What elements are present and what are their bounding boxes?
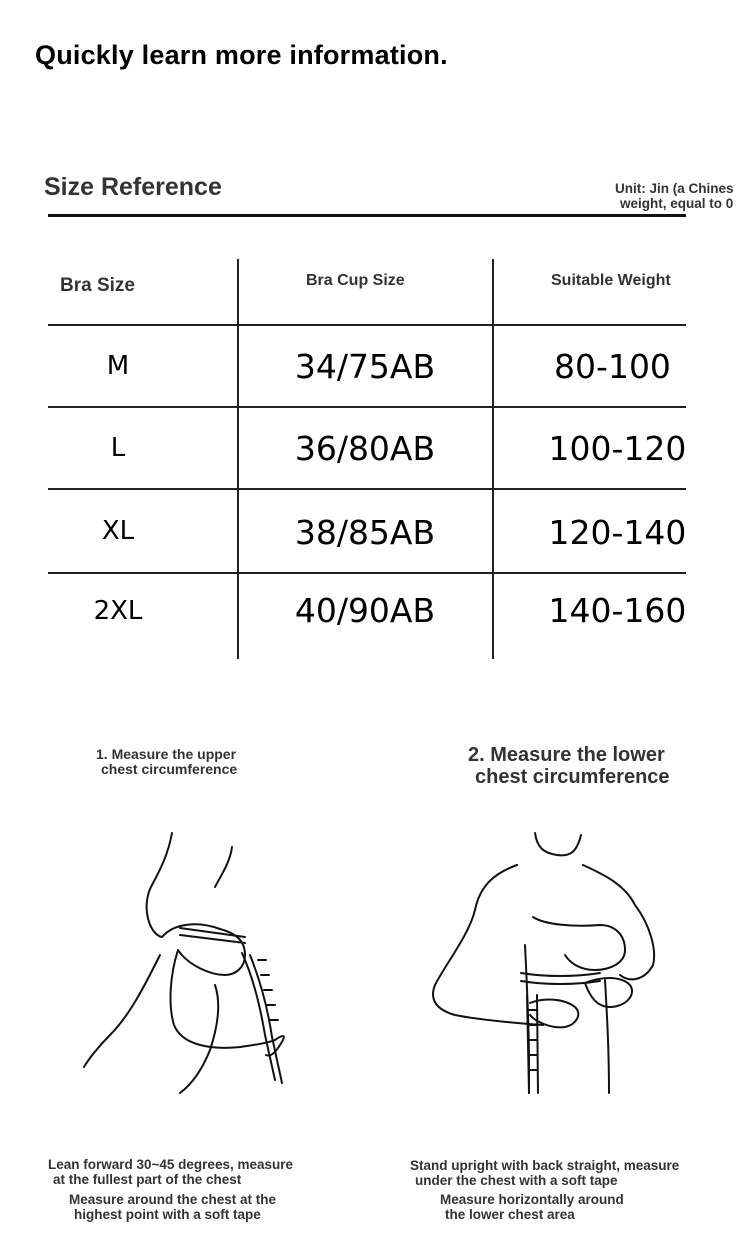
unit-note (615, 181, 734, 211)
step1-note1 (48, 1157, 293, 1187)
header-suitable-weight: Suitable Weight (551, 272, 671, 289)
row-weight: 140-160 (548, 591, 687, 630)
row-weight: 100-120 (548, 429, 687, 468)
unit-note-line1: Unit: Jin (a Chines (615, 181, 734, 196)
page-headline: Quickly learn more information. (35, 40, 448, 70)
step2-note1-line2: under the chest with a soft tape (415, 1173, 618, 1188)
size-reference-title: Size Reference (44, 173, 222, 201)
header-bra-size: Bra Size (60, 275, 135, 296)
step1-note1-line1: Lean forward 30~45 degrees, measure (48, 1157, 293, 1172)
header-bra-cup-size: Bra Cup Size (306, 272, 405, 289)
step2-note1-line1: Stand upright with back straight, measure (410, 1158, 680, 1173)
step1-note2 (69, 1192, 276, 1222)
row-size: XL (101, 516, 135, 546)
row-size: 2XL (93, 596, 143, 626)
step2-title-line1: 2. Measure the lower (468, 744, 665, 766)
row-cup-size: 38/85AB (294, 513, 436, 552)
row-weight: 120-140 (548, 513, 687, 552)
table-row-divider (48, 406, 686, 408)
step1-note2-line2: highest point with a soft tape (74, 1207, 261, 1222)
unit-note-line2: weight, equal to 0 (620, 196, 734, 211)
step2-title (468, 744, 670, 788)
step2-title-line2: chest circumference (475, 766, 670, 788)
step1-title (96, 747, 237, 777)
step1-title-line1: 1. Measure the upper (96, 746, 237, 762)
step2-note1 (410, 1158, 679, 1188)
upper-chest-illustration (70, 825, 330, 1100)
title-divider (48, 214, 686, 217)
row-weight: 80-100 (554, 347, 671, 386)
table-column-divider (492, 259, 494, 659)
table-row-divider (48, 488, 686, 490)
row-cup-size: 36/80AB (294, 429, 436, 468)
step1-title-line2: chest circumference (101, 761, 238, 777)
row-size: L (110, 433, 126, 463)
row-cup-size: 40/90AB (294, 591, 436, 630)
step2-note2-line1: Measure horizontally around (440, 1192, 624, 1207)
table-row-divider (48, 572, 686, 574)
table-column-divider (237, 259, 239, 659)
row-size: M (106, 351, 130, 381)
row-cup-size: 34/75AB (294, 347, 436, 386)
lower-chest-illustration (425, 825, 685, 1100)
step2-note2-line2: the lower chest area (445, 1207, 575, 1222)
table-row-divider (48, 324, 686, 326)
step2-note2 (440, 1192, 624, 1222)
step1-note2-line1: Measure around the chest at the (69, 1192, 277, 1207)
step1-note1-line2: at the fullest part of the chest (53, 1172, 242, 1187)
